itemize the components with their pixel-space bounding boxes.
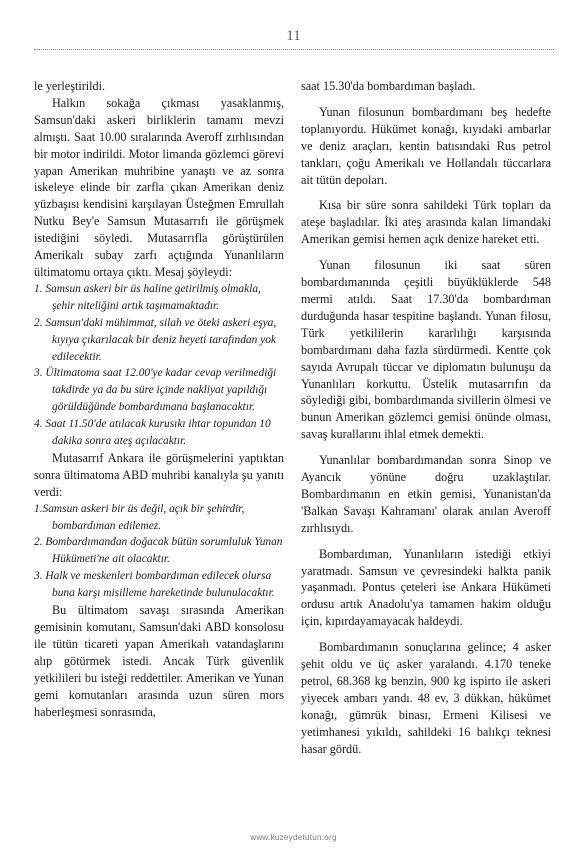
list-item: 3. Ültimatoma saat 12.00'ye kadar cevap verilmediği takdirde ya da bu süre içinde nakliyat yapıldığı görüldüğünde bombardımana başlanacaktır.: [34, 367, 277, 414]
right-column: [301, 78, 551, 758]
list-item: 2. Samsun'daki mühimmat, silah ve öteki askeri eşya, kıyıya çıkarılacak bir deniz heyeti tarafından yok edilecektir.: [34, 316, 277, 363]
footer-url: www.kuzeydetutun.org: [250, 833, 337, 842]
paragraph: le yerleştirildi.: [34, 79, 106, 93]
list-item: 1. Samsun askeri bir üs haline getirilmiş olmakla, şehir niteliğini artık taşımamaktadır.: [34, 282, 261, 312]
paragraph: Kısa bir süre sonra sahildeki Türk topları da ateşe başladılar. İki ateş arasında kalan limandaki Amerikan gemisi hemen açık denize hareket etti.: [301, 198, 551, 247]
list-item: 3. Halk ve meskenleri bombardıman edilecek olursa buna karşı misilleme hareketinde bulunulacaktır.: [34, 570, 275, 600]
paragraph: Yunanlılar bombardımandan sonra Sinop ve Ayancık yönüne doğru uzaklaştılar. Bombardımanın en etkin gemisi, Yunanistan'da 'Balkan Savaşı Kahramanı' olarak anılan Averoff zırhlısıydı.: [301, 453, 551, 535]
ultimatum-list: [34, 281, 284, 450]
left-column: [34, 78, 284, 720]
list-item: 2. Bombardımandan doğacak bütün sorumluluk Yunan Hükümeti'ne ait olacaktır.: [34, 536, 283, 566]
paragraph: Yunan filosunun bombardımanı beş hedefte toplanıyordu. Hükümet konağı, kıyıdaki ambarlar ve deniz araçları, kentin batısındaki Rus petrol tankları, çoğu Amerikalı ve Hollandalı tüccarlara ait tütün depoları.: [301, 104, 551, 187]
paragraph: Bu ültimatom savaşı sırasında Amerikan gemisinin komutanı, Samsun'daki ABD konsolosu ile tütün ticareti yapan Amerikalı vatandaşlarını alıp götürmek istedi. Ancak Türk güvenlik yetkilileri bu isteği reddettiler. Amerikan ve Yunan gemi komutanları arasında uzun süren mors haberleşmesi sonrasında,: [34, 603, 284, 719]
reply-list: [34, 501, 284, 602]
list-item: 4. Saat 11.50'de atılacak kurusıkı ihtar topundan 10 dakika sonra ateş açılacaktır.: [34, 418, 271, 448]
paragraph: Yunan filosunun iki saat süren bombardımanında çeşitli büyüklüklerde 548 mermi atıldı. Saat 17.30'da bombardıman durduğunda hasar tespitine başlandı. Yunan filosu, Türk yetkililerin kararlılığı karşısında bombardımanı daha fazla sürdürmedi. Kentte çok sayıda Avrupalı tüccar ve diplomatın bulunuşu da Yunanlıları korkuttu. Üstelik mutasarrıfın da söylediği gibi, bombardımanda sivillerin ölmesi ve bunun Amerikan gözlemci gemisi önünde olması, savaş kurallarını ihlal etmek demekti.: [301, 258, 551, 442]
paragraph: saat 15.30'da bombardıman başladı.: [301, 79, 476, 93]
header-divider: [34, 49, 554, 50]
list-item: 1.Samsun askeri bir üs değil, açık bir şehirdir, bombardıman edilemez.: [34, 502, 245, 532]
page-number: 11: [286, 28, 301, 44]
paragraph: Mutasarrıf Ankara ile görüşmelerini yaptıktan sonra ültimatoma ABD muhribi kanalıyla şu yanıtı verdi:: [34, 450, 284, 499]
paragraph: Halkın sokağa çıkması yasaklanmış, Samsun'daki askeri birliklerin tamamı mevzi almıştı. Saat 10.00 sıralarında Averoff zırhlısından bir motor indirildi. Motor limanda gözlemci görevi yapan Amerikan muhribine yanaştı ve az sonra iskeleye elinde bir zarfla çıkan Amerikan deniz yüzbaşısı kendisini karşılayan Üsteğmen Emrullah Nutku Bey'e Samsun Mutasarrıfı ile görüşmek istediğini söyledi. Mutasarrıfla görüştürülen Amerikalı subay zarfı açtığında Yunanlıların ültimatomu ortaya çıktı. Mesaj şöyleydi:: [34, 95, 284, 279]
paragraph: Bombardıman, Yunanlıların istediği etkiyi yaratmadı. Samsun ve çevresindeki halkta panik yaşanmadı. Pontus çeteleri ise Ankara Hükümeti ordusu artık Anadolu'ya tamamen hakim olduğu için, kıpırdayamayacak haldeydi.: [301, 546, 551, 629]
paragraph: Bombardımanın sonuçlarına gelince; 4 asker şehit oldu ve üç asker yaralandı. 4.170 teneke petrol, 68.368 kg benzin, 900 kg ispirto ile askeri yiyecek ambarı yandı. 48 ev, 3 dükkan, hükümet konağı, gümrük binası, Ermeni Kilisesi ve yetimhanesi yıkıldı, sahildeki 16 balıkçı teknesi hasar gördü.: [301, 640, 551, 756]
